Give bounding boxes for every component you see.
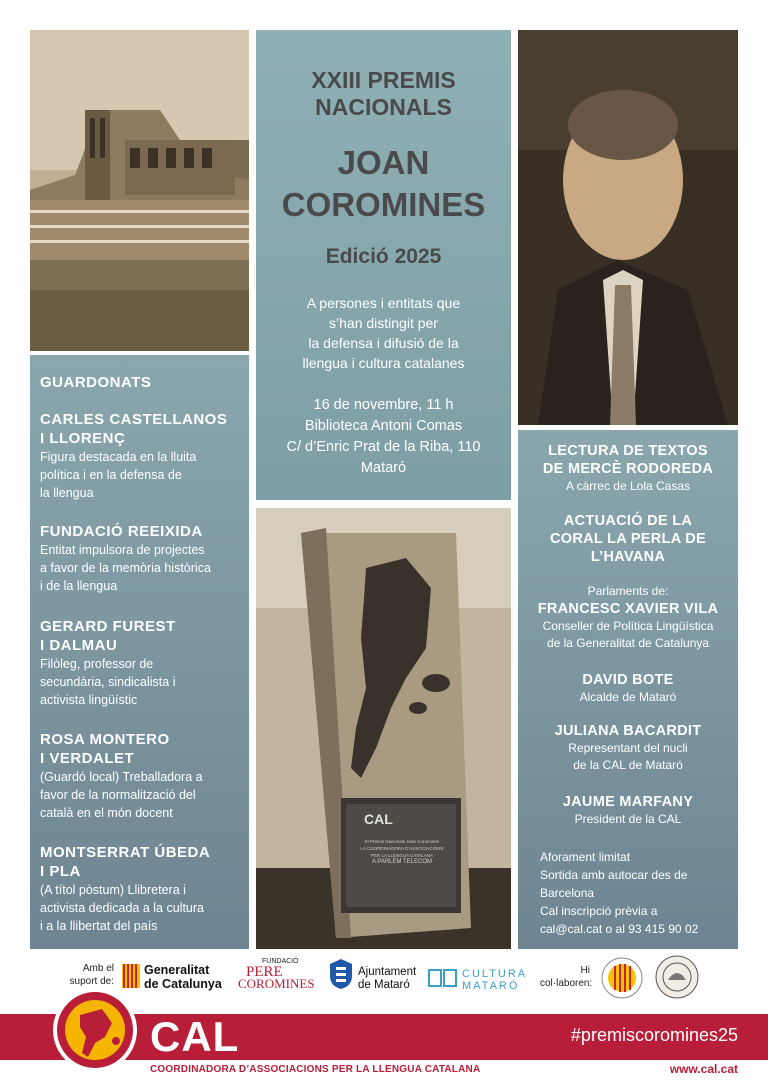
speaker-role: de la CAL de Mataró: [573, 758, 683, 772]
title-line: XXIII PREMIS: [311, 67, 456, 93]
winners-panel: [30, 355, 249, 949]
trophy-plate-line: LA COORDINADORA D'ASSOCIACIONS: [360, 846, 444, 851]
name-line: COROMINES: [281, 186, 486, 223]
collaborator-seal-icon[interactable]: [600, 956, 644, 1000]
portrait-photo: [518, 30, 738, 425]
intro-line: s’han distingit per: [329, 315, 438, 331]
speaker: [518, 600, 738, 652]
generalitat-line: de Catalunya: [144, 977, 222, 991]
event-title: [256, 67, 511, 121]
winner-item: [40, 410, 245, 502]
collab-label-line: col·laboren:: [540, 978, 593, 989]
choir-title: CORAL LA PERLA DE: [549, 531, 706, 547]
program-panel: [518, 430, 738, 949]
speaker-name: DAVID BOTE: [582, 672, 674, 688]
fundacio-logo[interactable]: [236, 958, 318, 992]
winner-name: MONTSERRAT ÚBEDA: [40, 844, 211, 861]
winner-desc: Filòleg, professor de: [40, 657, 154, 671]
speaker-role: Conseller de Política Lingüística: [542, 619, 714, 633]
footer-brand: CAL: [150, 1013, 240, 1060]
winner-item: [40, 617, 245, 709]
collaborator-emblem-icon[interactable]: [654, 954, 700, 1000]
winner-desc: secundària, sindicalista i: [40, 675, 176, 689]
intro-line: la defensa i difusió de la: [308, 335, 459, 351]
winner-name: I VERDALET: [40, 750, 135, 767]
winners-heading: GUARDONATS: [40, 374, 152, 391]
winner-desc: a favor de la memòria històrica: [40, 561, 211, 575]
trophy-plate-line: A PARLEM TELECOM: [371, 859, 433, 865]
attendance-info: [540, 848, 735, 938]
winner-name: I DALMAU: [40, 637, 118, 654]
speaker-name: JAUME MARFANY: [562, 794, 694, 810]
speaker: [518, 722, 738, 774]
trophy-plate-text: [348, 838, 456, 866]
event-street: C/ d’Enric Prat de la Riba, 110: [286, 439, 481, 455]
award-name: [256, 142, 511, 226]
ajuntament-shield-icon: [328, 958, 354, 990]
winner-desc: política i en la defensa de: [40, 468, 182, 482]
winner-desc: i a la llibertat del país: [40, 919, 158, 933]
support-label-line: Amb el: [82, 963, 114, 974]
winner-item: [40, 843, 245, 935]
footer-org: COORDINADORA D’ASSOCIACIONS PER LA LLENGUA CATALANA: [150, 1064, 481, 1075]
speaker-name: FRANCESC XAVIER VILA: [537, 601, 719, 617]
choir-block: [518, 512, 738, 566]
winner-desc: i de la llengua: [40, 579, 118, 593]
winner-name: CARLES CASTELLANOS: [40, 411, 228, 428]
trophy-photo: [256, 508, 511, 949]
winner-desc: favor de la normalització del: [40, 788, 196, 802]
speaker: [518, 671, 738, 706]
event-details: [256, 395, 511, 479]
support-label-line: suport de:: [69, 976, 114, 987]
ajuntament-line: Ajuntament: [358, 966, 417, 978]
winner-desc: català en el món docent: [40, 806, 173, 820]
info-line: Aforament limitat: [540, 850, 631, 864]
speaker-role: Alcalde de Mataró: [579, 690, 677, 704]
hashtag[interactable]: #premiscoromines25: [570, 1025, 738, 1045]
event-date: 16 de novembre, 11 h: [313, 397, 454, 413]
ajuntament-logo[interactable]: [328, 958, 420, 994]
speeches-label: Parlaments de:: [587, 584, 669, 598]
reading-title: LECTURA DE TEXTOS: [548, 443, 708, 459]
info-line: cal@cal.cat o al 93 415 90 02: [540, 922, 699, 936]
edition: Edició 2025: [325, 245, 442, 268]
title-line: NACIONALS: [315, 94, 452, 120]
trophy-plate-brand: CAL: [364, 811, 393, 827]
trophy-plate-line: PER LA LLENGUA CATALANA: [370, 853, 434, 858]
winner-desc: (Guardó local) Treballadora a: [40, 770, 203, 784]
cultura-name: [462, 968, 527, 992]
winner-name: I PLA: [40, 863, 81, 880]
choir-title: ACTUACIÓ DE LA: [563, 513, 693, 529]
speaker-role: Representant del nucli: [568, 741, 688, 755]
fundacio-small: FUNDACIÓ: [262, 958, 299, 965]
winner-name: I LLORENÇ: [40, 430, 126, 447]
intro-text: [256, 293, 511, 373]
winner-desc: Figura destacada en la lluita: [40, 450, 197, 464]
ajuntament-name: [358, 966, 416, 992]
winner-desc: la llengua: [40, 486, 94, 500]
event-venue: Biblioteca Antoni Comas: [304, 418, 463, 434]
reading-by: A càrrec de Lola Casas: [565, 479, 691, 493]
reading-block: [518, 442, 738, 495]
info-line: Sortida amb autocar des de: [540, 868, 688, 882]
reading-title: DE MERCÈ RODOREDA: [542, 461, 714, 477]
info-line: Barcelona: [540, 886, 595, 900]
choir-title: L’HAVANA: [590, 549, 666, 565]
cal-logo-icon[interactable]: [50, 985, 140, 1075]
cultura-mark-icon: [428, 969, 458, 987]
winner-desc: activista lingüístic: [40, 693, 138, 707]
collab-label-line: Hi: [580, 965, 590, 976]
generalitat-name: [144, 963, 222, 991]
fundacio-pere: PERE: [246, 964, 283, 980]
title-panel: [256, 30, 511, 500]
ajuntament-line: de Mataró: [358, 979, 410, 991]
footer-url[interactable]: www.cal.cat: [669, 1062, 738, 1076]
name-line: JOAN: [337, 144, 430, 181]
speaker-role: de la Generalitat de Catalunya: [546, 636, 710, 650]
info-line: Cal inscripció prèvia a: [540, 904, 658, 918]
generalitat-line: Generalitat: [144, 963, 210, 977]
collab-label: [540, 964, 593, 990]
winner-name: GERARD FUREST: [40, 618, 176, 635]
intro-line: A persones i entitats que: [306, 295, 461, 311]
building-photo: [30, 30, 249, 351]
intro-line: llengua i cultura catalanes: [302, 355, 465, 371]
event-city: Mataró: [360, 460, 407, 476]
speaker-role: President de la CAL: [574, 812, 682, 826]
winner-desc: (A títol pòstum) Llibretera i: [40, 883, 186, 897]
speaker-name: JULIANA BACARDIT: [554, 723, 702, 739]
winner-item: [40, 522, 245, 595]
winner-desc: activista dedicada a la cultura: [40, 901, 204, 915]
speaker: [518, 793, 738, 828]
trophy-plate-line: III Premis Nacionals Joan Coromines: [364, 839, 440, 844]
cultura-logo[interactable]: [428, 966, 528, 992]
cultura-line: MATARÓ: [462, 980, 520, 992]
cultura-line: CULTURA: [462, 968, 528, 980]
winner-item: [40, 730, 245, 822]
winner-name: ROSA MONTERO: [40, 731, 170, 748]
winner-desc: Entitat impulsora de projectes: [40, 543, 205, 557]
fundacio-coromines: COROMINES: [238, 976, 315, 991]
winner-name: FUNDACIÓ REEIXIDA: [40, 523, 203, 540]
